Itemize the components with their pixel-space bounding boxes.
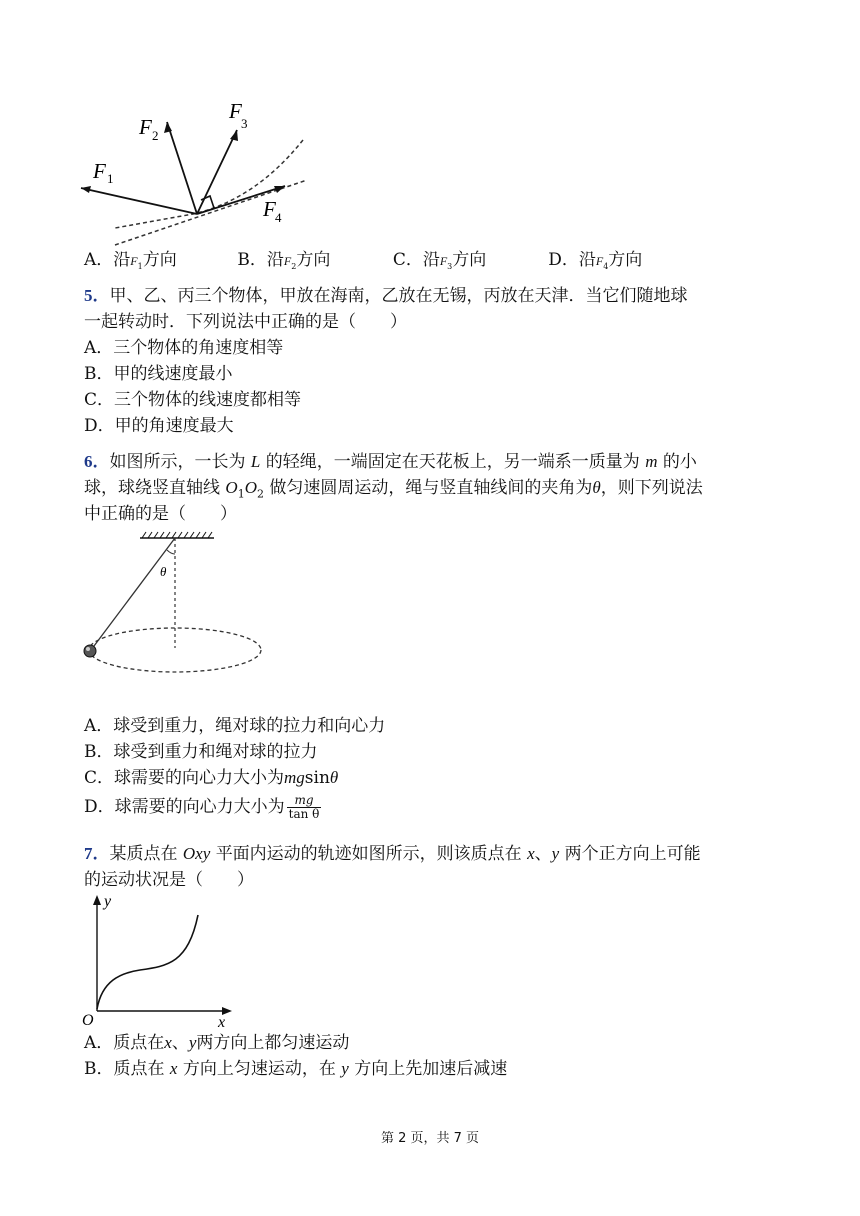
q5-number: 5． xyxy=(84,286,110,305)
pendulum-diagram xyxy=(80,530,270,680)
q6-stem-line3: 中正确的是（ ） xyxy=(84,504,237,524)
q5-option-d[interactable]: D．甲的角速度最大 xyxy=(84,416,234,436)
q6-stem-line1: 6．如图所示，一长为 L 的轻绳，一端固定在天花板上，另一端系一质量为 m 的小 xyxy=(84,452,697,472)
q6-number: 6． xyxy=(84,452,110,471)
q6-option-b[interactable]: B．球受到重力和绳对球的拉力 xyxy=(84,742,318,762)
f4-label: F xyxy=(263,197,276,221)
page-footer: 第 2 页，共 7 页 xyxy=(380,1131,480,1146)
q6-option-d[interactable]: D．球需要的向心力大小为 $\frac{mg}{\text{tan θ}}$ xyxy=(84,793,320,821)
q6-stem-line2: 球，球绕竖直轴线 $O_1O_2$ 做匀速圆周运动，绳与竖直轴线间的夹角为θ，则下列说法 xyxy=(84,478,703,501)
fraction-mg-over-tan: $\frac{mg}{\text{tan θ}}$ xyxy=(288,793,320,821)
q4-option-d[interactable]: D．沿F4方向 xyxy=(548,250,643,272)
trajectory-graph xyxy=(80,893,240,1031)
force-diagram xyxy=(75,100,315,250)
f2-sub: 2 xyxy=(152,128,159,143)
f4-sub: 4 xyxy=(275,210,282,225)
q5-stem-line2: 一起转动时．下列说法中正确的是（ ） xyxy=(84,312,407,332)
q6-option-a[interactable]: A．球受到重力，绳对球的拉力和向心力 xyxy=(84,716,386,736)
q4-option-c[interactable]: C．沿F3方向 xyxy=(392,250,487,272)
q5-option-c[interactable]: C．三个物体的线速度都相等 xyxy=(84,390,302,410)
q6-option-c[interactable]: C．球需要的向心力大小为mgsinθ xyxy=(84,768,339,788)
f3-sub: 3 xyxy=(241,116,248,131)
f1-sub: 1 xyxy=(107,171,114,186)
q7-number: 7． xyxy=(84,844,110,863)
origin-label: O xyxy=(82,1012,94,1029)
x-axis-label: x xyxy=(218,1014,226,1031)
y-axis-label: y xyxy=(104,893,112,910)
f1-label: F xyxy=(93,159,106,183)
q7-option-b[interactable]: B．质点在 x 方向上匀速运动，在 y 方向上先加速后减速 xyxy=(84,1059,508,1079)
q5-option-a[interactable]: A．三个物体的角速度相等 xyxy=(84,338,284,358)
q7-stem-line1: 7．某质点在 Oxy 平面内运动的轨迹如图所示，则该质点在 x、y 两个正方向上可能 xyxy=(84,844,701,864)
q5-stem-line1: 5．甲、乙、丙三个物体，甲放在海南，乙放在无锡，丙放在天津．当它们随地球 xyxy=(84,286,688,306)
q5-option-b[interactable]: B．甲的线速度最小 xyxy=(84,364,233,384)
q4-option-b[interactable]: B．沿F2方向 xyxy=(237,250,331,272)
f2-label: F xyxy=(139,115,152,139)
q4-option-a[interactable]: A．沿F1方向 xyxy=(84,250,177,272)
q7-option-a[interactable]: A．质点在x、y两方向上都匀速运动 xyxy=(84,1033,350,1053)
theta-label: θ xyxy=(160,564,167,579)
q4-options xyxy=(84,248,642,279)
q7-stem-line2: 的运动状况是（ ） xyxy=(84,870,254,890)
f3-label: F xyxy=(229,99,242,123)
